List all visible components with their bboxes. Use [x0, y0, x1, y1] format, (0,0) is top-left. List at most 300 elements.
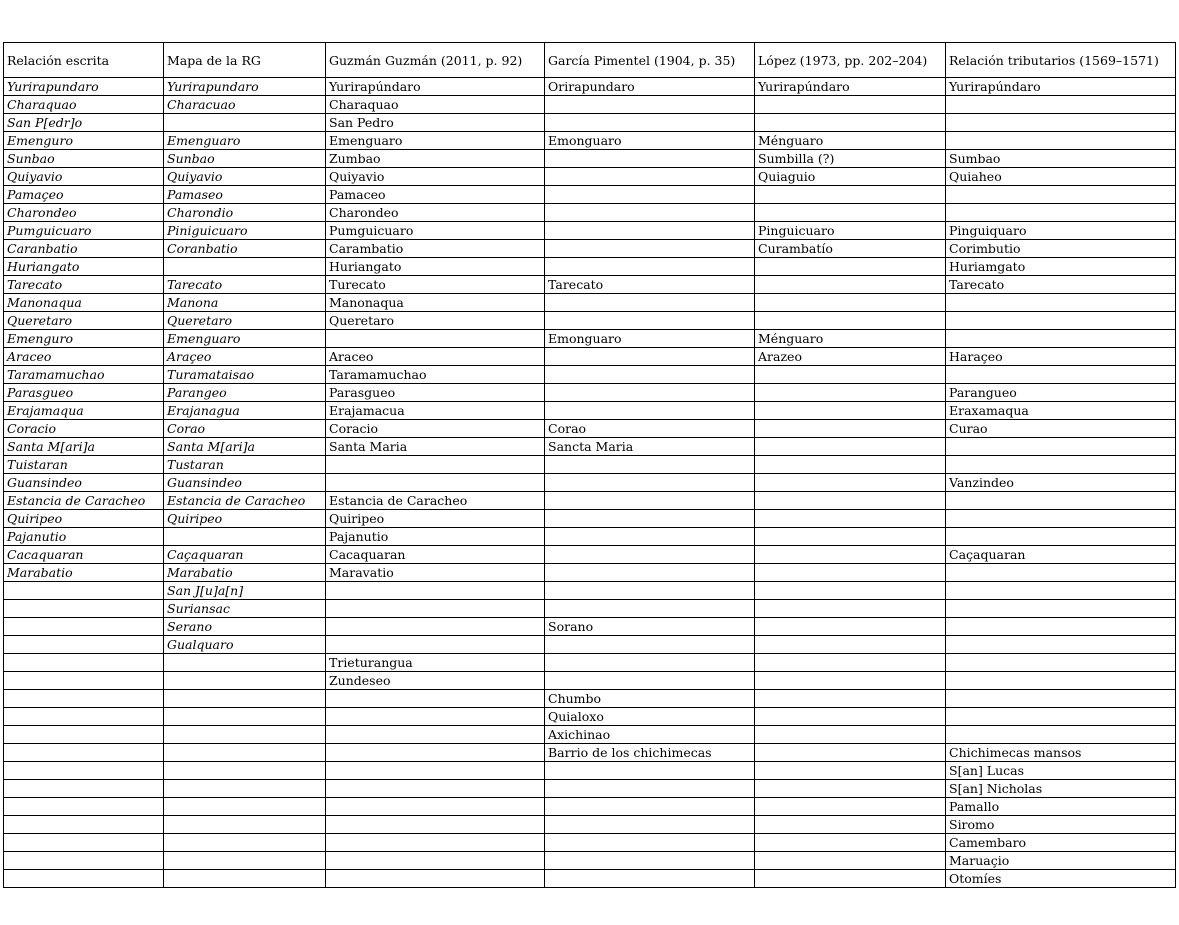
table-row: [4, 384, 1176, 402]
cell-garcia-pimentel: Emonguaro: [545, 132, 755, 150]
header-row: [4, 43, 1176, 78]
cell-mapa-rg: Erajanagua: [164, 402, 326, 420]
cell-guzman: Charondeo: [326, 204, 545, 222]
cell-lopez: [755, 474, 946, 492]
cell-garcia-pimentel: [545, 222, 755, 240]
table-row: [4, 744, 1176, 762]
cell-relacion-escrita: Estancia de Caracheo: [4, 492, 164, 510]
cell-relacion-escrita: Yurirapundaro: [4, 78, 164, 96]
cell-relacion-tributarios: [946, 456, 1176, 474]
cell-mapa-rg: Tustaran: [164, 456, 326, 474]
cell-relacion-tributarios: [946, 600, 1176, 618]
table-row: [4, 564, 1176, 582]
cell-garcia-pimentel: [545, 564, 755, 582]
header-guzman: Guzmán Guzmán (2011, p. 92): [326, 43, 545, 78]
cell-relacion-tributarios: Curao: [946, 420, 1176, 438]
cell-mapa-rg: Corao: [164, 420, 326, 438]
cell-guzman: [326, 708, 545, 726]
cell-relacion-escrita: [4, 600, 164, 618]
cell-relacion-escrita: Coracio: [4, 420, 164, 438]
cell-garcia-pimentel: [545, 798, 755, 816]
cell-garcia-pimentel: Tarecato: [545, 276, 755, 294]
cell-relacion-escrita: [4, 744, 164, 762]
cell-relacion-escrita: Guansindeo: [4, 474, 164, 492]
table-row: [4, 420, 1176, 438]
table-row: [4, 582, 1176, 600]
cell-relacion-escrita: [4, 582, 164, 600]
cell-guzman: Santa Maria: [326, 438, 545, 456]
cell-relacion-escrita: Parasgueo: [4, 384, 164, 402]
cell-guzman: Yurirapúndaro: [326, 78, 545, 96]
table-row: [4, 762, 1176, 780]
cell-relacion-escrita: Santa M[ari]a: [4, 438, 164, 456]
cell-relacion-escrita: [4, 834, 164, 852]
cell-mapa-rg: [164, 816, 326, 834]
cell-mapa-rg: Coranbatio: [164, 240, 326, 258]
cell-relacion-tributarios: Sumbao: [946, 150, 1176, 168]
cell-relacion-tributarios: [946, 564, 1176, 582]
cell-mapa-rg: San J[u]a[n]: [164, 582, 326, 600]
cell-relacion-tributarios: Otomíes: [946, 870, 1176, 888]
cell-mapa-rg: Marabatio: [164, 564, 326, 582]
cell-guzman: Trieturangua: [326, 654, 545, 672]
cell-guzman: [326, 798, 545, 816]
cell-garcia-pimentel: Emonguaro: [545, 330, 755, 348]
cell-relacion-tributarios: Caçaquaran: [946, 546, 1176, 564]
cell-guzman: Huriangato: [326, 258, 545, 276]
cell-guzman: [326, 636, 545, 654]
cell-garcia-pimentel: [545, 636, 755, 654]
cell-lopez: [755, 312, 946, 330]
cell-mapa-rg: [164, 762, 326, 780]
cell-mapa-rg: Quiyavio: [164, 168, 326, 186]
cell-guzman: [326, 618, 545, 636]
cell-relacion-tributarios: [946, 114, 1176, 132]
cell-garcia-pimentel: Sorano: [545, 618, 755, 636]
cell-relacion-escrita: [4, 780, 164, 798]
cell-mapa-rg: [164, 870, 326, 888]
table-body: [4, 78, 1176, 888]
cell-mapa-rg: [164, 654, 326, 672]
table-row: [4, 186, 1176, 204]
cell-guzman: Turecato: [326, 276, 545, 294]
cell-lopez: [755, 294, 946, 312]
table-row: [4, 78, 1176, 96]
cell-lopez: [755, 708, 946, 726]
cell-relacion-escrita: [4, 672, 164, 690]
cell-garcia-pimentel: [545, 816, 755, 834]
cell-relacion-escrita: [4, 870, 164, 888]
cell-mapa-rg: [164, 852, 326, 870]
cell-relacion-escrita: [4, 816, 164, 834]
cell-guzman: [326, 780, 545, 798]
cell-lopez: Ménguaro: [755, 330, 946, 348]
cell-lopez: [755, 96, 946, 114]
cell-relacion-escrita: Cacaquaran: [4, 546, 164, 564]
cell-relacion-tributarios: [946, 582, 1176, 600]
cell-lopez: [755, 438, 946, 456]
cell-relacion-tributarios: Siromo: [946, 816, 1176, 834]
table-row: [4, 492, 1176, 510]
cell-garcia-pimentel: [545, 510, 755, 528]
cell-relacion-tributarios: Yurirapúndaro: [946, 78, 1176, 96]
table-row: [4, 258, 1176, 276]
table-row: [4, 672, 1176, 690]
table-row: [4, 600, 1176, 618]
cell-guzman: [326, 330, 545, 348]
cell-garcia-pimentel: [545, 204, 755, 222]
cell-relacion-tributarios: Huriamgato: [946, 258, 1176, 276]
cell-garcia-pimentel: [545, 492, 755, 510]
cell-relacion-escrita: [4, 762, 164, 780]
cell-relacion-escrita: Tarecato: [4, 276, 164, 294]
cell-mapa-rg: Characuao: [164, 96, 326, 114]
cell-garcia-pimentel: [545, 366, 755, 384]
cell-garcia-pimentel: Corao: [545, 420, 755, 438]
cell-guzman: [326, 456, 545, 474]
cell-guzman: Taramamuchao: [326, 366, 545, 384]
cell-relacion-escrita: Charaquao: [4, 96, 164, 114]
cell-lopez: Curambatío: [755, 240, 946, 258]
cell-lopez: [755, 564, 946, 582]
cell-guzman: Carambatio: [326, 240, 545, 258]
cell-relacion-escrita: Manonaqua: [4, 294, 164, 312]
table-row: [4, 348, 1176, 366]
cell-mapa-rg: Estancia de Caracheo: [164, 492, 326, 510]
cell-mapa-rg: Araçeo: [164, 348, 326, 366]
cell-lopez: [755, 582, 946, 600]
cell-mapa-rg: [164, 744, 326, 762]
table-row: [4, 96, 1176, 114]
table-row: [4, 780, 1176, 798]
cell-mapa-rg: Charondio: [164, 204, 326, 222]
cell-mapa-rg: Queretaro: [164, 312, 326, 330]
cell-garcia-pimentel: [545, 402, 755, 420]
cell-guzman: Parasgueo: [326, 384, 545, 402]
cell-mapa-rg: [164, 798, 326, 816]
cell-garcia-pimentel: Quialoxo: [545, 708, 755, 726]
cell-relacion-tributarios: Vanzindeo: [946, 474, 1176, 492]
cell-guzman: Coracio: [326, 420, 545, 438]
cell-guzman: [326, 600, 545, 618]
cell-lopez: [755, 618, 946, 636]
cell-lopez: [755, 510, 946, 528]
table-row: [4, 456, 1176, 474]
cell-relacion-tributarios: Maruaçio: [946, 852, 1176, 870]
cell-garcia-pimentel: [545, 186, 755, 204]
cell-garcia-pimentel: [545, 780, 755, 798]
cell-lopez: [755, 528, 946, 546]
cell-relacion-tributarios: S[an] Lucas: [946, 762, 1176, 780]
cell-mapa-rg: [164, 708, 326, 726]
cell-mapa-rg: Emenguaro: [164, 330, 326, 348]
cell-relacion-tributarios: Camembaro: [946, 834, 1176, 852]
cell-lopez: Yurirapúndaro: [755, 78, 946, 96]
cell-relacion-tributarios: [946, 132, 1176, 150]
table-row: [4, 726, 1176, 744]
cell-lopez: [755, 672, 946, 690]
table-row: [4, 114, 1176, 132]
cell-relacion-escrita: Araceo: [4, 348, 164, 366]
cell-lopez: [755, 834, 946, 852]
cell-mapa-rg: Piniguicuaro: [164, 222, 326, 240]
cell-garcia-pimentel: [545, 312, 755, 330]
table-row: [4, 474, 1176, 492]
cell-garcia-pimentel: [545, 546, 755, 564]
cell-mapa-rg: [164, 834, 326, 852]
table-row: [4, 870, 1176, 888]
cell-lopez: [755, 870, 946, 888]
cell-guzman: Cacaquaran: [326, 546, 545, 564]
cell-relacion-tributarios: [946, 294, 1176, 312]
cell-guzman: Quiripeo: [326, 510, 545, 528]
cell-relacion-escrita: [4, 708, 164, 726]
table-row: [4, 438, 1176, 456]
table-row: [4, 834, 1176, 852]
cell-relacion-tributarios: Tarecato: [946, 276, 1176, 294]
table-row: [4, 510, 1176, 528]
table-row: [4, 276, 1176, 294]
table-row: [4, 618, 1176, 636]
table-row: [4, 240, 1176, 258]
cell-relacion-escrita: Tuistaran: [4, 456, 164, 474]
header-relacion-escrita: Relación escrita: [4, 43, 164, 78]
table-row: [4, 636, 1176, 654]
cell-lopez: [755, 384, 946, 402]
cell-relacion-tributarios: Chichimecas mansos: [946, 744, 1176, 762]
table-row: [4, 132, 1176, 150]
cell-garcia-pimentel: [545, 96, 755, 114]
cell-mapa-rg: Guansindeo: [164, 474, 326, 492]
cell-guzman: Pamaceo: [326, 186, 545, 204]
cell-mapa-rg: [164, 114, 326, 132]
cell-guzman: Manonaqua: [326, 294, 545, 312]
cell-mapa-rg: Caçaquaran: [164, 546, 326, 564]
cell-garcia-pimentel: [545, 240, 755, 258]
cell-lopez: Arazeo: [755, 348, 946, 366]
cell-garcia-pimentel: [545, 654, 755, 672]
cell-mapa-rg: Santa M[ari]a: [164, 438, 326, 456]
cell-relacion-tributarios: Eraxamaqua: [946, 402, 1176, 420]
cell-relacion-tributarios: [946, 510, 1176, 528]
cell-guzman: Zumbao: [326, 150, 545, 168]
table-row: [4, 402, 1176, 420]
cell-relacion-escrita: Erajamaqua: [4, 402, 164, 420]
cell-guzman: [326, 834, 545, 852]
cell-lopez: [755, 744, 946, 762]
cell-mapa-rg: [164, 672, 326, 690]
cell-relacion-escrita: [4, 654, 164, 672]
cell-relacion-escrita: [4, 636, 164, 654]
cell-garcia-pimentel: Orirapundaro: [545, 78, 755, 96]
cell-mapa-rg: Tarecato: [164, 276, 326, 294]
cell-mapa-rg: Suriansac: [164, 600, 326, 618]
cell-lopez: [755, 420, 946, 438]
cell-relacion-tributarios: Haraçeo: [946, 348, 1176, 366]
cell-relacion-tributarios: [946, 366, 1176, 384]
cell-lopez: Quiaguio: [755, 168, 946, 186]
table-row: [4, 798, 1176, 816]
cell-relacion-tributarios: [946, 492, 1176, 510]
cell-relacion-tributarios: [946, 618, 1176, 636]
cell-guzman: Maravatio: [326, 564, 545, 582]
cell-relacion-tributarios: [946, 726, 1176, 744]
place-names-table: [3, 42, 1176, 888]
cell-lopez: [755, 636, 946, 654]
cell-guzman: Emenguaro: [326, 132, 545, 150]
cell-lopez: Ménguaro: [755, 132, 946, 150]
cell-relacion-escrita: [4, 690, 164, 708]
cell-guzman: [326, 852, 545, 870]
cell-relacion-tributarios: Pinguiquaro: [946, 222, 1176, 240]
cell-guzman: [326, 474, 545, 492]
cell-garcia-pimentel: Chumbo: [545, 690, 755, 708]
cell-garcia-pimentel: [545, 150, 755, 168]
cell-lopez: [755, 258, 946, 276]
cell-relacion-tributarios: S[an] Nicholas: [946, 780, 1176, 798]
header-mapa-rg: Mapa de la RG: [164, 43, 326, 78]
cell-mapa-rg: Pamaseo: [164, 186, 326, 204]
cell-lopez: [755, 690, 946, 708]
cell-guzman: [326, 744, 545, 762]
cell-lopez: [755, 798, 946, 816]
cell-relacion-escrita: Emenguro: [4, 132, 164, 150]
cell-relacion-escrita: Huriangato: [4, 258, 164, 276]
table-row: [4, 546, 1176, 564]
cell-relacion-escrita: Quiripeo: [4, 510, 164, 528]
cell-relacion-escrita: Pumguicuaro: [4, 222, 164, 240]
header-lopez: López (1973, pp. 202–204): [755, 43, 946, 78]
cell-guzman: [326, 762, 545, 780]
cell-mapa-rg: Turamataisao: [164, 366, 326, 384]
cell-relacion-escrita: Quiyavio: [4, 168, 164, 186]
cell-garcia-pimentel: [545, 870, 755, 888]
cell-mapa-rg: [164, 528, 326, 546]
cell-lopez: [755, 762, 946, 780]
cell-guzman: [326, 690, 545, 708]
cell-lopez: [755, 546, 946, 564]
cell-garcia-pimentel: [545, 762, 755, 780]
cell-mapa-rg: Parangeo: [164, 384, 326, 402]
cell-relacion-escrita: Pamaçeo: [4, 186, 164, 204]
cell-relacion-tributarios: [946, 204, 1176, 222]
table-row: [4, 528, 1176, 546]
cell-mapa-rg: [164, 780, 326, 798]
cell-lopez: [755, 600, 946, 618]
cell-garcia-pimentel: [545, 582, 755, 600]
header-relacion-tributarios: Relación tributarios (1569–1571): [946, 43, 1176, 78]
cell-relacion-tributarios: [946, 654, 1176, 672]
cell-mapa-rg: Gualquaro: [164, 636, 326, 654]
cell-relacion-escrita: [4, 726, 164, 744]
cell-guzman: Quiyavio: [326, 168, 545, 186]
cell-lopez: [755, 654, 946, 672]
cell-garcia-pimentel: [545, 528, 755, 546]
cell-relacion-tributarios: [946, 438, 1176, 456]
cell-lopez: [755, 366, 946, 384]
table-row: [4, 312, 1176, 330]
cell-garcia-pimentel: [545, 114, 755, 132]
cell-guzman: [326, 816, 545, 834]
cell-relacion-tributarios: [946, 312, 1176, 330]
cell-garcia-pimentel: [545, 474, 755, 492]
cell-relacion-tributarios: Corimbutio: [946, 240, 1176, 258]
cell-lopez: [755, 492, 946, 510]
cell-guzman: Pajanutio: [326, 528, 545, 546]
cell-relacion-escrita: Charondeo: [4, 204, 164, 222]
cell-relacion-escrita: Taramamuchao: [4, 366, 164, 384]
cell-relacion-tributarios: [946, 186, 1176, 204]
cell-lopez: Sumbilla (?): [755, 150, 946, 168]
table-header: [4, 43, 1176, 78]
cell-relacion-tributarios: [946, 690, 1176, 708]
cell-relacion-escrita: Caranbatio: [4, 240, 164, 258]
cell-lopez: [755, 402, 946, 420]
cell-garcia-pimentel: [545, 348, 755, 366]
cell-garcia-pimentel: [545, 672, 755, 690]
cell-garcia-pimentel: [545, 852, 755, 870]
cell-guzman: Charaquao: [326, 96, 545, 114]
cell-mapa-rg: [164, 690, 326, 708]
cell-mapa-rg: [164, 726, 326, 744]
cell-relacion-escrita: Marabatio: [4, 564, 164, 582]
cell-lopez: [755, 114, 946, 132]
cell-garcia-pimentel: [545, 294, 755, 312]
cell-relacion-escrita: Pajanutio: [4, 528, 164, 546]
cell-guzman: Queretaro: [326, 312, 545, 330]
cell-relacion-tributarios: [946, 528, 1176, 546]
table-row: [4, 852, 1176, 870]
cell-lopez: [755, 186, 946, 204]
cell-guzman: San Pedro: [326, 114, 545, 132]
cell-garcia-pimentel: Barrio de los chichimecas: [545, 744, 755, 762]
header-garcia-pimentel: García Pimentel (1904, p. 35): [545, 43, 755, 78]
cell-relacion-escrita: Sunbao: [4, 150, 164, 168]
cell-guzman: [326, 726, 545, 744]
cell-garcia-pimentel: [545, 600, 755, 618]
cell-guzman: Pumguicuaro: [326, 222, 545, 240]
cell-lopez: [755, 456, 946, 474]
cell-garcia-pimentel: Axichinao: [545, 726, 755, 744]
cell-relacion-escrita: [4, 852, 164, 870]
table-row: [4, 816, 1176, 834]
cell-relacion-escrita: [4, 798, 164, 816]
table-row: [4, 654, 1176, 672]
cell-garcia-pimentel: [545, 384, 755, 402]
table-row: [4, 294, 1176, 312]
cell-garcia-pimentel: Sancta Maria: [545, 438, 755, 456]
cell-lopez: [755, 852, 946, 870]
cell-lopez: [755, 276, 946, 294]
table-row: [4, 204, 1176, 222]
cell-guzman: Erajamacua: [326, 402, 545, 420]
cell-lopez: Pinguicuaro: [755, 222, 946, 240]
cell-guzman: Estancia de Caracheo: [326, 492, 545, 510]
cell-mapa-rg: [164, 258, 326, 276]
cell-lopez: [755, 726, 946, 744]
cell-guzman: Araceo: [326, 348, 545, 366]
cell-mapa-rg: Manona: [164, 294, 326, 312]
cell-relacion-escrita: [4, 618, 164, 636]
cell-relacion-tributarios: Parangueo: [946, 384, 1176, 402]
cell-guzman: [326, 870, 545, 888]
cell-guzman: Zundeseo: [326, 672, 545, 690]
cell-relacion-escrita: San P[edr]o: [4, 114, 164, 132]
cell-relacion-escrita: Queretaro: [4, 312, 164, 330]
cell-guzman: [326, 582, 545, 600]
cell-mapa-rg: Sunbao: [164, 150, 326, 168]
cell-garcia-pimentel: [545, 258, 755, 276]
